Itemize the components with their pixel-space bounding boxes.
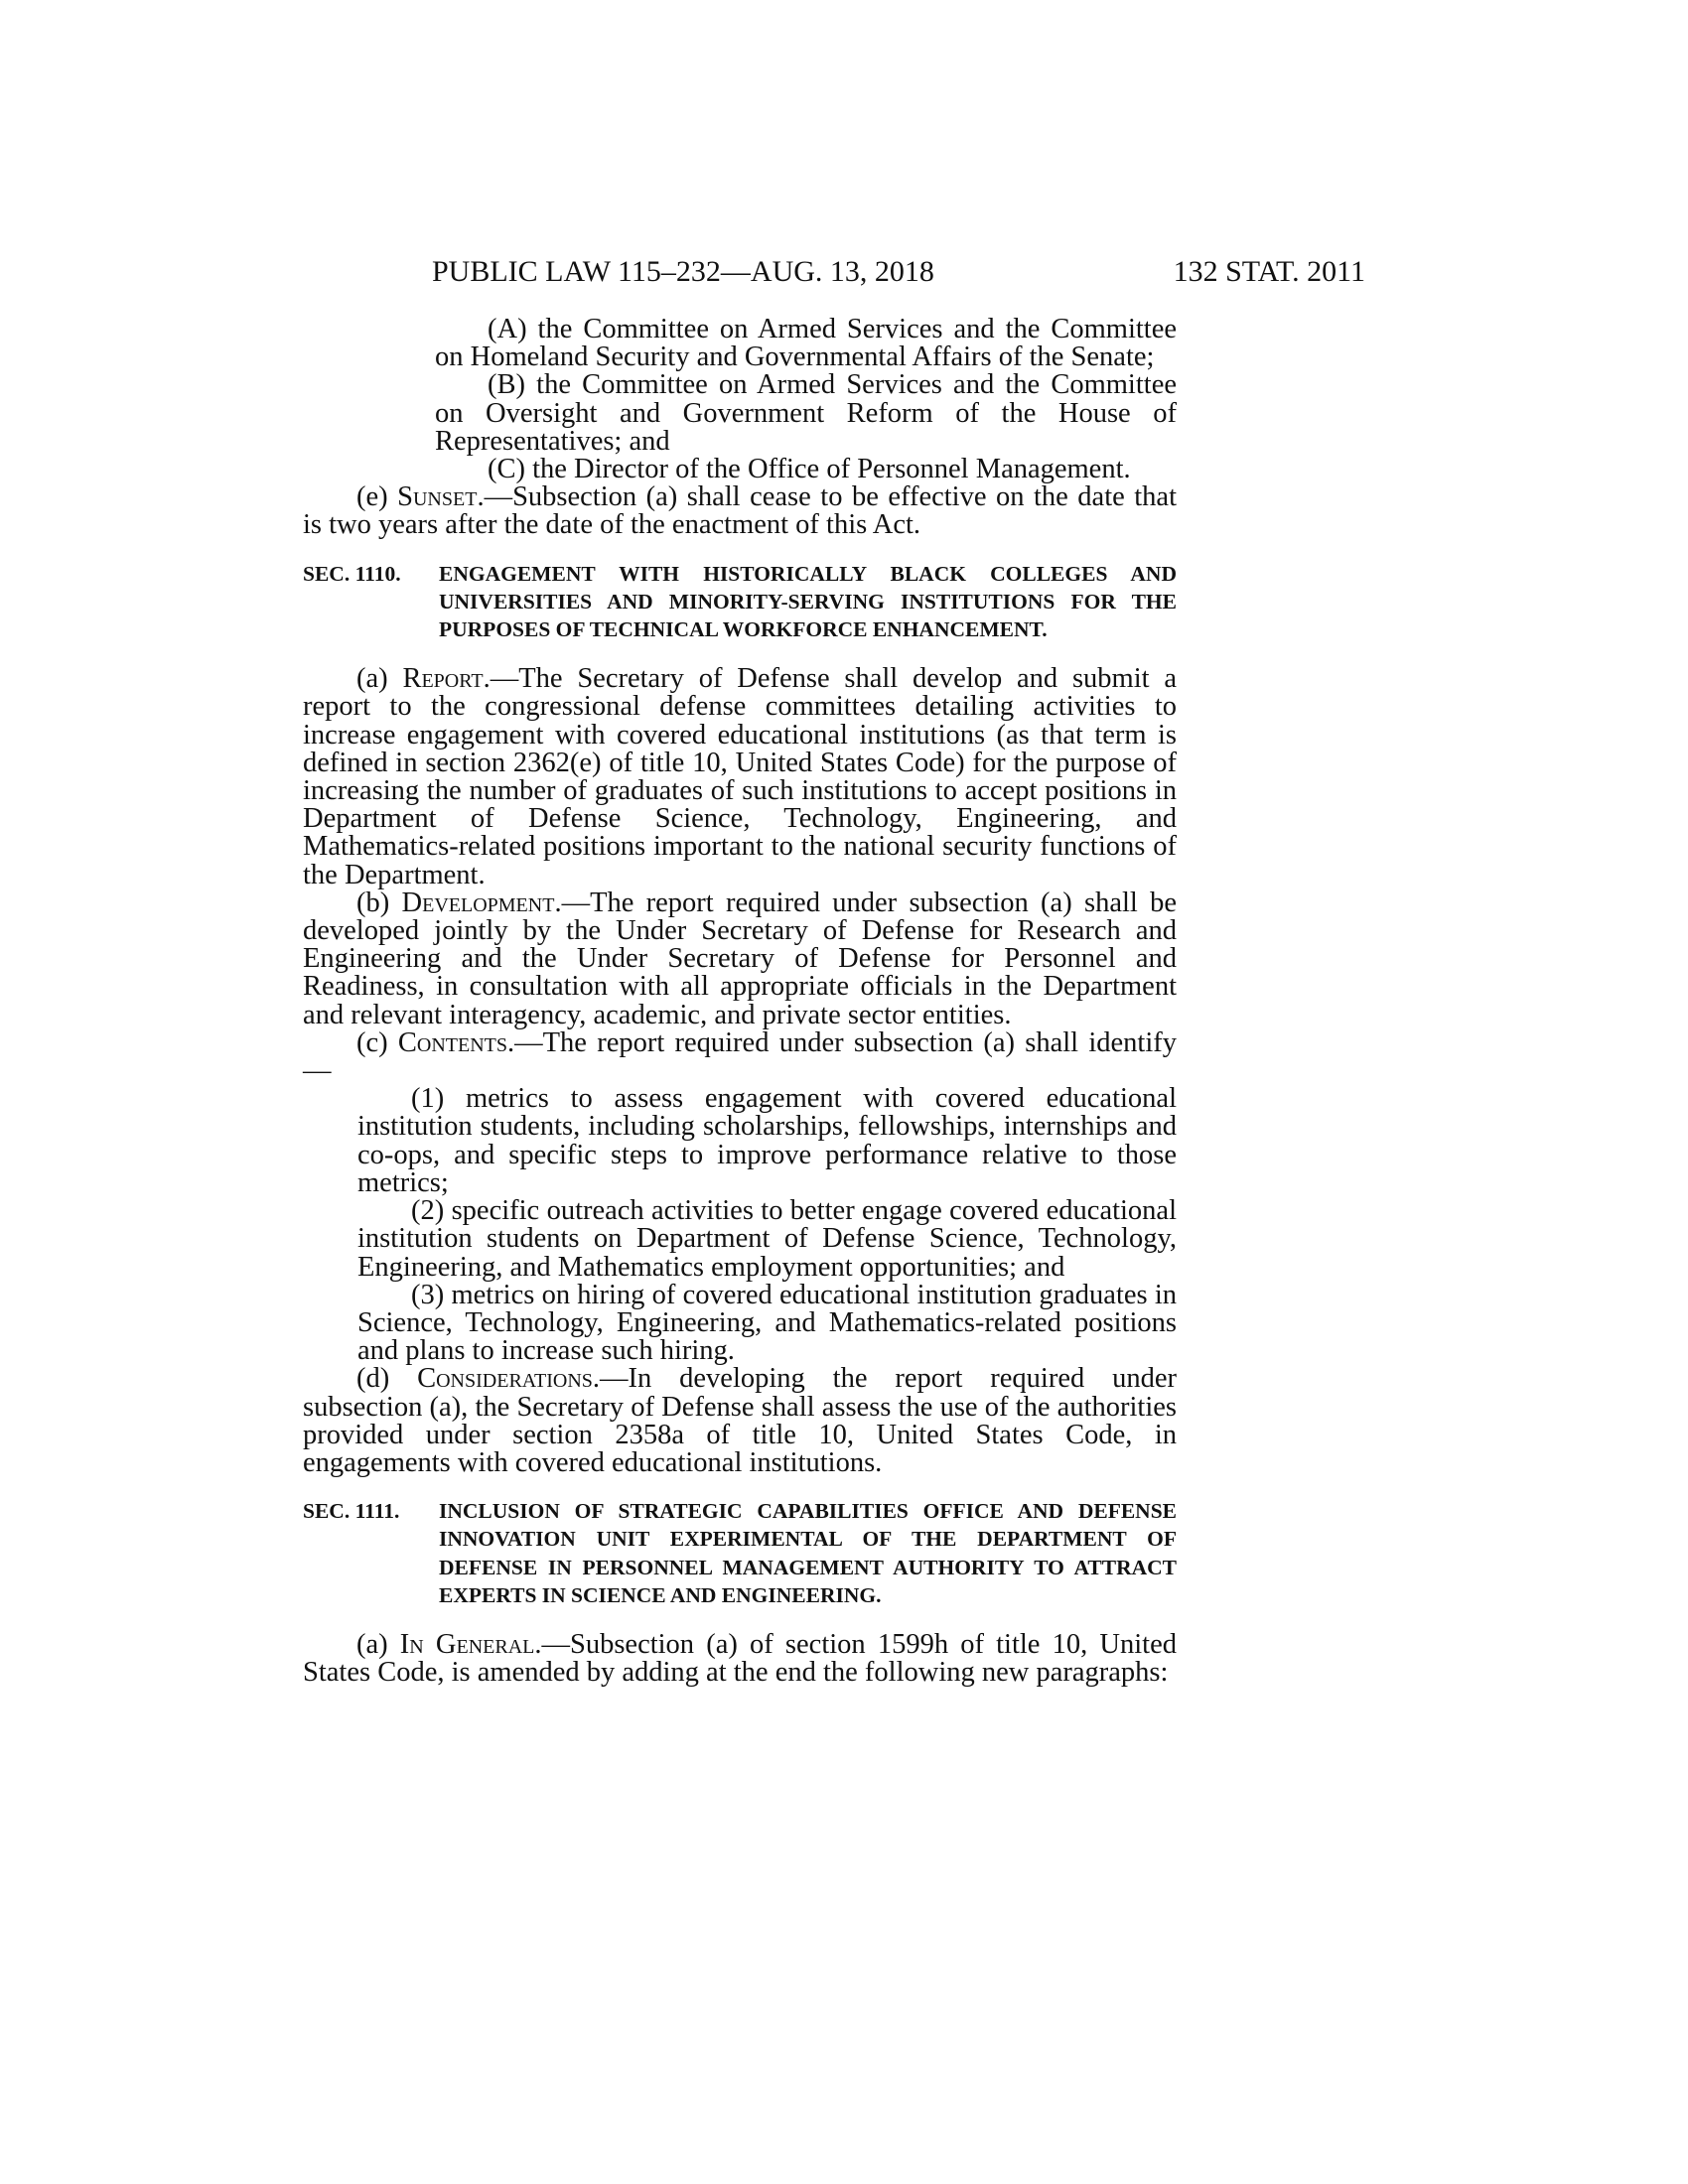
sec1110-c-item-1: (1) metrics to assess engagement with covered educational institution students, including scholarships, fellowships, internships and co-ops, and specific steps to improve performance relative to those metrics; [357, 1083, 1177, 1198]
sec1110-subsection-b [303, 889, 1177, 1029]
sec1110-c-item-2: (2) specific outreach activities to better engage covered educational institution students on Department of Defense Science, Technology, Engineering, and Mathematics employment opportunities; and [357, 1195, 1177, 1283]
list-item-d-A: (A) the Committee on Armed Services and the Committee on Homeland Security and Governmental Affairs of the Senate; [435, 314, 1177, 373]
sec1111-a-text: .—Subsection (a) of section 1599h of title 10, United States Code, is amended by adding at the end the following new paragraphs: [303, 1628, 1177, 1689]
list-item-d-C: (C) the Director of the Office of Personnel Management. [488, 454, 1131, 485]
sec1110-subsection-d [303, 1365, 1177, 1477]
sec1110-subsection-a [303, 665, 1177, 889]
header-stat-citation: 132 STAT. 2011 [1173, 255, 1365, 288]
sec1111-subsection-a [303, 1628, 1177, 1689]
sec1111-a-lead: (a) [356, 1628, 400, 1660]
section-1111-number: SEC. 1111. [303, 1499, 400, 1524]
header-title: PUBLIC LAW 115–232—AUG. 13, 2018 [432, 255, 934, 288]
section-1111-heading [303, 1497, 1177, 1609]
subsection-e-caption: Sunset [397, 481, 478, 513]
sec1110-a-caption: Report [402, 663, 484, 695]
sec1110-c-caption: Contents [397, 1026, 508, 1058]
sec1111-a-caption: In General [399, 1628, 535, 1660]
sec1110-c-text: .—The report required under subsection (a) shall identify— [303, 1026, 1177, 1087]
subsection-e-lead: (e) [356, 481, 398, 513]
document-body [303, 316, 1177, 1687]
section-1110-title: ENGAGEMENT WITH HISTORICALLY BLACK COLLEGES AND UNIVERSITIES AND MINORITY-SERVING INSTITUTIONS FOR THE PURPOSES OF TECHNICAL WORKFORCE ENHANCEMENT. [439, 561, 1177, 642]
sec1110-c-lead: (c) [356, 1026, 398, 1058]
list-item-d-B: (B) the Committee on Armed Services and the Committee on Oversight and Government Reform of the House of Representatives; and [435, 369, 1177, 457]
sec1110-b-lead: (b) [356, 887, 402, 918]
sec1110-subsection-c [303, 1026, 1177, 1087]
section-1110-heading [303, 560, 1177, 644]
sec1110-a-text: .—The Secretary of Defense shall develop and submit a report to the congressional defense committees detailing activities to increase engagement with covered educational institutions (as that term is defined in section 2362(e) of title 10, United States Code) for the purpose of increasing the number of graduates of such institutions to accept positions in Department of Defense Science, Technology, Engineering, and Mathematics-related positions important to the national security functions of the Department. [303, 663, 1178, 890]
running-header [432, 250, 1365, 294]
sec1110-d-text: .—In developing the report required under subsection (a), the Secretary of Defense shall assess the use of the authorities provided under section 2358a of title 10, United States Code, in engagements with covered educational institutions. [303, 1363, 1177, 1478]
sec1110-d-caption: Considerations [417, 1363, 593, 1395]
sec1110-b-caption: Development [401, 887, 555, 918]
section-1110-number: SEC. 1110. [303, 561, 401, 586]
sec1110-c-item-3: (3) metrics on hiring of covered educational institution graduates in Science, Technology, Engineering, and Mathematics-related positions and plans to increase such hiring. [357, 1279, 1177, 1367]
sec1110-a-lead: (a) [356, 663, 403, 695]
sec1110-b-text: .—The report required under subsection (a) shall be developed jointly by the Under Secretary of Defense for Research and Engineering and the Under Secretary of Defense for Personnel and Readiness, in consultation with all appropriate officials in the Department and relevant interagency, academic, and private sector entities. [303, 887, 1177, 1030]
subsection-e-text: .—Subsection (a) shall cease to be effective on the date that is two years after the date of the enactment of this Act. [303, 481, 1178, 541]
subsection-e-sunset [303, 483, 1177, 539]
sec1110-d-lead: (d) [356, 1363, 418, 1395]
section-1111-title: INCLUSION OF STRATEGIC CAPABILITIES OFFICE AND DEFENSE INNOVATION UNIT EXPERIMENTAL OF THE DEPARTMENT OF DEFENSE IN PERSONNEL MANAGEMENT AUTHORITY TO ATTRACT EXPERTS IN SCIENCE AND ENGINEERING. [439, 1499, 1177, 1607]
